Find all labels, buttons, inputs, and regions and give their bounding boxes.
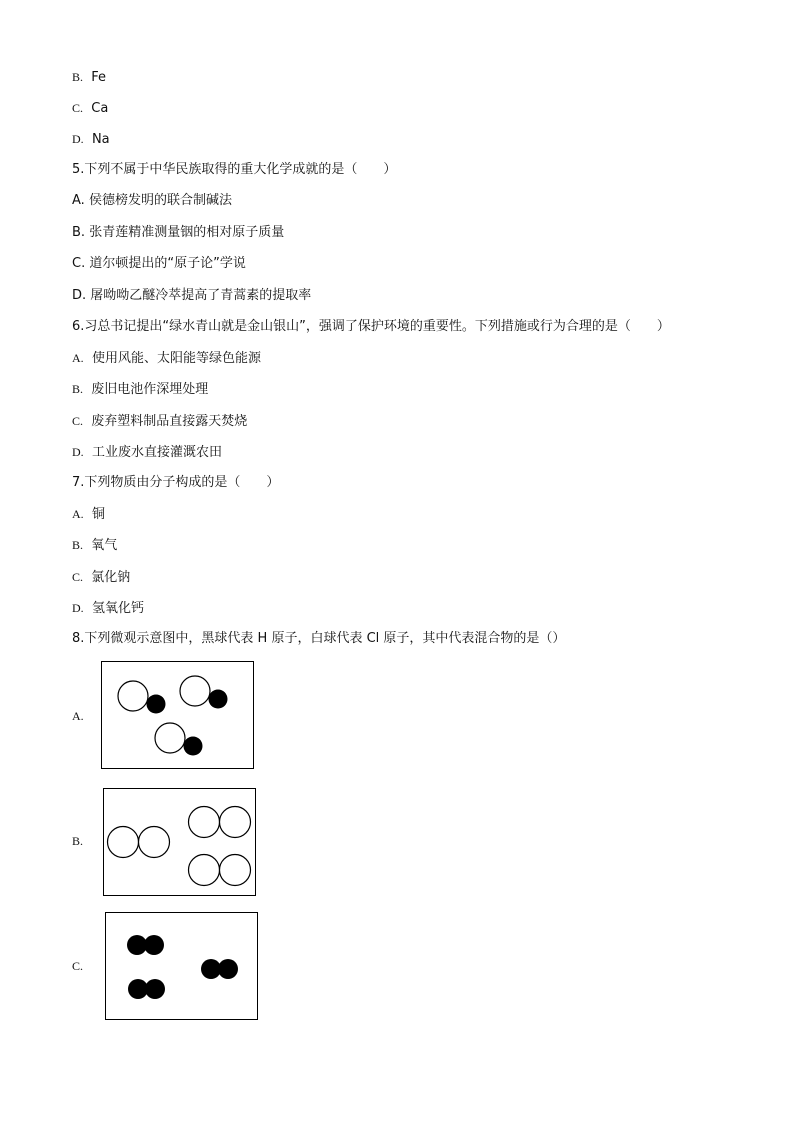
- option-text: Ca: [91, 101, 109, 116]
- q7-option-a: [72, 505, 105, 524]
- q5-option-b: [72, 224, 284, 242]
- option-text: 氧气: [91, 538, 118, 553]
- molecule-diagram-a: [102, 662, 253, 768]
- prev-option-d: [72, 130, 110, 149]
- question-8-stem: 8.下列微观示意图中，黑球代表 H 原子，白球代表 Cl 原子，其中代表混合物的是（）: [72, 631, 566, 646]
- option-label: D.: [72, 132, 84, 146]
- option-label: D.: [72, 601, 84, 615]
- q7-option-d: [72, 599, 144, 618]
- option-text: 铜: [91, 507, 105, 522]
- option-label: A.: [72, 507, 84, 521]
- option-text: 氢氧化钙: [91, 601, 144, 616]
- molecule-diagram-c: [106, 913, 257, 1019]
- option-label: A.: [72, 193, 85, 208]
- option-label: C.: [72, 101, 84, 115]
- option-text: 工业废水直接灌溉农田: [91, 445, 222, 460]
- q6-option-b: [72, 380, 208, 399]
- h2-molecule: [127, 935, 164, 955]
- q6-option-a: [72, 349, 261, 368]
- hcl-molecule: [180, 676, 228, 709]
- q8-option-b-label: B.: [72, 834, 84, 848]
- option-text: 使用风能、太阳能等绿色能源: [91, 351, 261, 366]
- prev-option-b: [72, 68, 106, 87]
- hcl-molecule: [155, 723, 203, 756]
- q5-option-c: [72, 255, 246, 273]
- q6-option-c: [72, 412, 247, 431]
- option-label: D.: [72, 288, 87, 303]
- option-text: 废弃塑料制品直接露天焚烧: [91, 414, 248, 429]
- question-5-stem: 5.下列不属于中华民族取得的重大化学成就的是（ ）: [72, 162, 397, 177]
- q5-option-d: [72, 287, 311, 305]
- q7-option-c: [72, 568, 130, 587]
- q8-option-a-label: A.: [72, 709, 84, 723]
- option-text: Fe: [91, 70, 107, 85]
- q8-option-a-diagram: [101, 661, 254, 769]
- option-text: 张青莲精准测量铟的相对原子质量: [89, 225, 285, 240]
- q5-option-a: [72, 192, 232, 210]
- option-label: A.: [72, 351, 84, 365]
- option-label: C.: [72, 414, 84, 428]
- option-label: D.: [72, 445, 84, 459]
- option-text: 屠呦呦乙醚冷萃提高了青蒿素的提取率: [90, 288, 312, 303]
- molecule-diagram-b: [104, 789, 255, 895]
- option-label: C.: [72, 570, 84, 584]
- cl2-molecule: [189, 807, 251, 838]
- h2-molecule: [128, 979, 165, 999]
- question-6-stem: 6.习总书记提出“绿水青山就是金山银山”，强调了保护环境的重要性。下列措施或行为合理的是（ ）: [72, 319, 670, 334]
- option-label: B.: [72, 225, 86, 240]
- option-text: 废旧电池作深埋处理: [91, 382, 209, 397]
- option-text: 氯化钠: [91, 570, 131, 585]
- q7-option-b: [72, 536, 117, 555]
- cl2-molecule: [189, 855, 251, 886]
- q8-option-b-diagram: [103, 788, 256, 896]
- option-text: 侯德榜发明的联合制碱法: [88, 193, 232, 208]
- question-7-stem: 7.下列物质由分子构成的是（ ）: [72, 475, 280, 490]
- q8-option-c-label: C.: [72, 959, 84, 973]
- q6-option-d: [72, 443, 222, 462]
- hcl-molecule: [118, 681, 166, 714]
- cl2-molecule: [108, 827, 170, 858]
- q8-option-c-diagram: [105, 912, 258, 1020]
- h2-molecule: [201, 959, 238, 979]
- option-label: B.: [72, 382, 84, 396]
- option-label: B.: [72, 70, 84, 84]
- option-text: 道尔顿提出的“原子论”学说: [89, 256, 246, 271]
- option-label: C.: [72, 256, 86, 271]
- option-label: B.: [72, 538, 84, 552]
- option-text: Na: [91, 132, 110, 147]
- prev-option-c: [72, 99, 108, 118]
